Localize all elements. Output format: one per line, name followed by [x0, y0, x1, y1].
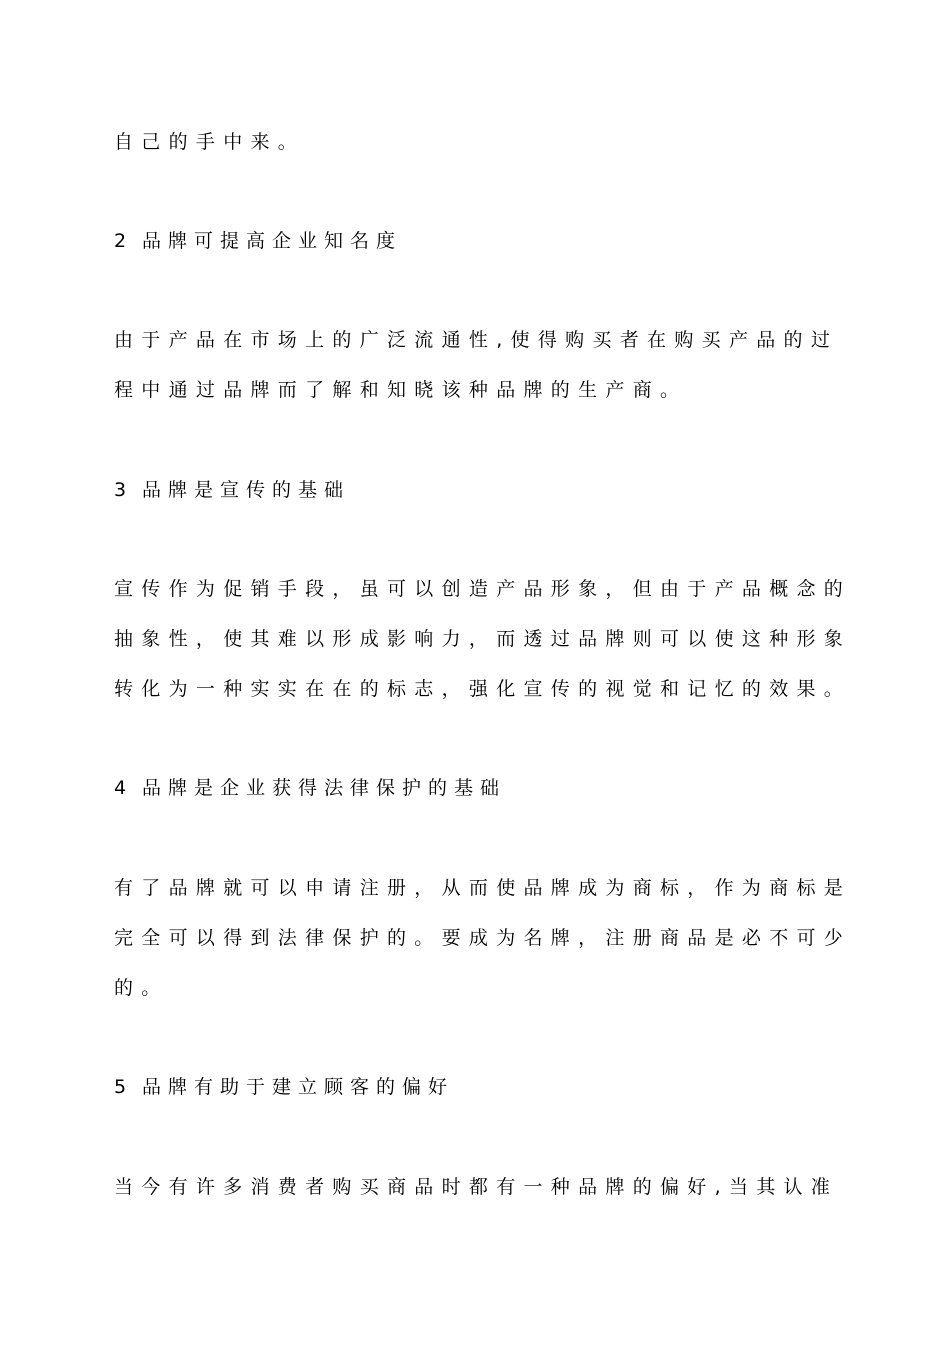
section-heading [114, 1075, 454, 1099]
section-title: 品牌有助于建立顾客的偏好 [142, 1076, 455, 1098]
paragraph-line: 由于产品在市场上的广泛流通性,使得购买者在购买产品的过 [114, 329, 839, 351]
paragraph-line: 自己的手中来。 [114, 131, 306, 153]
section-number: 3 [114, 479, 127, 501]
section-number: 4 [114, 777, 127, 799]
section-title: 品牌是企业获得法律保护的基础 [142, 777, 507, 799]
paragraph-line: 程中通过品牌而了解和知晓该种品牌的生产商。 [114, 379, 688, 401]
section-title: 品牌可提高企业知名度 [142, 230, 403, 252]
paragraph-line: 抽象性，使其难以形成影响力，而透过品牌则可以使这种形象 [114, 628, 852, 650]
section-heading [114, 776, 506, 800]
section-heading [114, 478, 350, 502]
section-number: 2 [114, 230, 127, 252]
paragraph-line: 宣传作为促销手段，虽可以创造产品形象，但由于产品概念的 [114, 578, 852, 600]
section-number: 5 [114, 1076, 127, 1098]
paragraph-line: 转化为一种实实在在的标志，强化宣传的视觉和记忆的效果。 [114, 678, 852, 700]
paragraph-line: 完全可以得到法律保护的。要成为名牌，注册商品是必不可少 [114, 927, 852, 949]
paragraph-line: 有了品牌就可以申请注册，从而使品牌成为商标，作为商标是 [114, 877, 852, 899]
paragraph-line: 的。 [114, 977, 169, 999]
section-heading [114, 229, 402, 253]
paragraph-line: 当今有许多消费者购买商品时都有一种品牌的偏好,当其认准 [114, 1176, 839, 1198]
section-title: 品牌是宣传的基础 [142, 479, 351, 501]
